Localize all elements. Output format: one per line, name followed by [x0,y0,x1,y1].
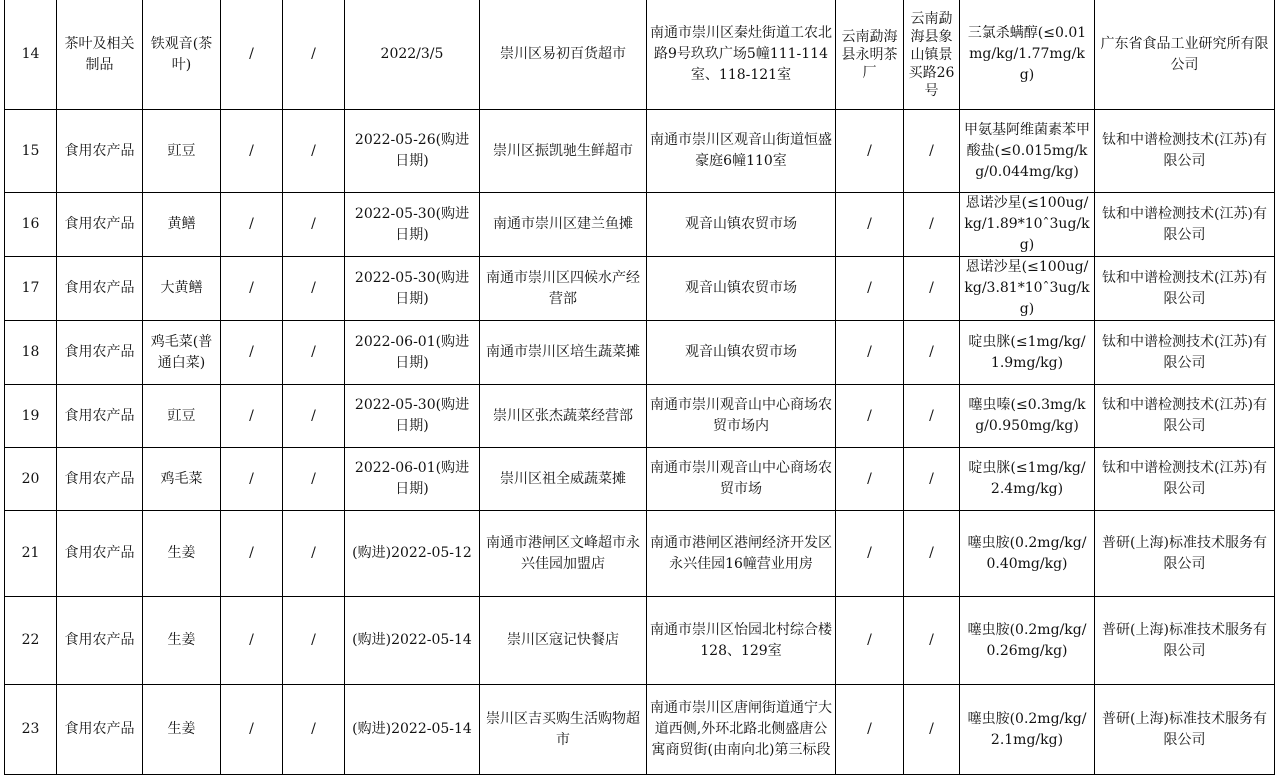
sampled-unit-address: 南通市崇川区怡园北村综合楼128、129室 [647,597,836,685]
production-date: 2022-06-01(购进日期) [345,321,480,385]
table-row [5,448,1275,511]
manufacturer-name: / [836,685,904,775]
cell-col4: / [221,597,283,685]
manufacturer-address: / [904,685,960,775]
product-name: 大黄鳝 [143,257,221,321]
cell-col5: / [283,110,345,193]
production-date: (购进)2022-05-12 [345,511,480,597]
row-number: 22 [5,597,57,685]
inspection-results-table [4,0,1275,775]
food-category: 食用农产品 [57,110,143,193]
cell-col5: / [283,321,345,385]
manufacturer-name: / [836,448,904,511]
row-number: 19 [5,385,57,448]
manufacturer-name: / [836,110,904,193]
cell-col4: / [221,685,283,775]
production-date: 2022-06-01(购进日期) [345,448,480,511]
manufacturer-name: 云南勐海县永明茶厂 [836,0,904,110]
failed-test-item: 恩诺沙星(≤100ug/kg/1.89*10ˆ3ug/kg) [960,193,1095,257]
cell-col5: / [283,448,345,511]
sampled-unit: 崇川区吉买购生活购物超市 [480,685,647,775]
cell-col4: / [221,321,283,385]
testing-agency: 广东省食品工业研究所有限公司 [1095,0,1275,110]
cell-col4: / [221,110,283,193]
production-date: 2022-05-30(购进日期) [345,193,480,257]
failed-test-item: 甲氨基阿维菌素苯甲酸盐(≤0.015mg/kg/0.044mg/kg) [960,110,1095,193]
production-date: 2022/3/5 [345,0,480,110]
sampled-unit-address: 南通市崇川观音山中心商场农贸市场 [647,448,836,511]
cell-col5: / [283,385,345,448]
sampled-unit: 南通市崇川区四候水产经营部 [480,257,647,321]
cell-col4: / [221,257,283,321]
testing-agency: 普研(上海)标准技术服务有限公司 [1095,511,1275,597]
row-number: 20 [5,448,57,511]
sampled-unit-address: 南通市崇川区秦灶街道工农北路9号玖玖广场5幢111-114室、118-121室 [647,0,836,110]
row-number: 14 [5,0,57,110]
cell-col4: / [221,511,283,597]
sampled-unit-address: 南通市崇川观音山中心商场农贸市场内 [647,385,836,448]
sampled-unit: 崇川区张杰蔬菜经营部 [480,385,647,448]
manufacturer-address: / [904,511,960,597]
row-number: 23 [5,685,57,775]
production-date: 2022-05-30(购进日期) [345,257,480,321]
product-name: 铁观音(茶叶) [143,0,221,110]
sampled-unit: 崇川区振凯驰生鲜超市 [480,110,647,193]
sampled-unit: 南通市崇川区建兰鱼摊 [480,193,647,257]
food-category: 食用农产品 [57,597,143,685]
food-category: 食用农产品 [57,193,143,257]
table-row [5,0,1275,110]
failed-test-item: 啶虫脒(≤1mg/kg/2.4mg/kg) [960,448,1095,511]
product-name: 黄鳝 [143,193,221,257]
failed-test-item: 噻虫胺(0.2mg/kg/2.1mg/kg) [960,685,1095,775]
table-row [5,257,1275,321]
row-number: 16 [5,193,57,257]
production-date: (购进)2022-05-14 [345,597,480,685]
sampled-unit-address: 南通市崇川区唐闸街道通宁大道西侧,外环北路北侧盛唐公寓商贸街(由南向北)第三标段 [647,685,836,775]
manufacturer-address: / [904,193,960,257]
product-name: 鸡毛菜(普通白菜) [143,321,221,385]
sampled-unit: 崇川区祖全威蔬菜摊 [480,448,647,511]
cell-col4: / [221,385,283,448]
production-date: (购进)2022-05-14 [345,685,480,775]
testing-agency: 普研(上海)标准技术服务有限公司 [1095,597,1275,685]
table-row [5,193,1275,257]
production-date: 2022-05-30(购进日期) [345,385,480,448]
cell-col5: / [283,257,345,321]
cell-col5: / [283,0,345,110]
product-name: 豇豆 [143,385,221,448]
product-name: 生姜 [143,685,221,775]
product-name: 生姜 [143,597,221,685]
row-number: 18 [5,321,57,385]
row-number: 21 [5,511,57,597]
manufacturer-address: 云南勐海县象山镇景买路26号 [904,0,960,110]
testing-agency: 钛和中谱检测技术(江苏)有限公司 [1095,193,1275,257]
cell-col5: / [283,685,345,775]
testing-agency: 钛和中谱检测技术(江苏)有限公司 [1095,110,1275,193]
failed-test-item: 三氯杀螨醇(≤0.01mg/kg/1.77mg/kg) [960,0,1095,110]
sampled-unit-address: 观音山镇农贸市场 [647,257,836,321]
failed-test-item: 啶虫脒(≤1mg/kg/1.9mg/kg) [960,321,1095,385]
row-number: 15 [5,110,57,193]
failed-test-item: 噻虫胺(0.2mg/kg/0.40mg/kg) [960,511,1095,597]
cell-col5: / [283,511,345,597]
sampled-unit-address: 南通市崇川区观音山街道恒盛豪庭6幢110室 [647,110,836,193]
manufacturer-name: / [836,257,904,321]
table-row [5,597,1275,685]
manufacturer-name: / [836,597,904,685]
food-category: 食用农产品 [57,321,143,385]
sampled-unit: 崇川区易初百货超市 [480,0,647,110]
sampled-unit-address: 南通市港闸区港闸经济开发区永兴佳园16幢营业用房 [647,511,836,597]
row-number: 17 [5,257,57,321]
table-body [5,0,1275,775]
manufacturer-name: / [836,193,904,257]
manufacturer-address: / [904,448,960,511]
production-date: 2022-05-26(购进日期) [345,110,480,193]
food-category: 食用农产品 [57,685,143,775]
table-row [5,110,1275,193]
sampled-unit: 南通市崇川区培生蔬菜摊 [480,321,647,385]
table-row [5,685,1275,775]
manufacturer-address: / [904,321,960,385]
testing-agency: 钛和中谱检测技术(江苏)有限公司 [1095,448,1275,511]
manufacturer-name: / [836,321,904,385]
sampled-unit: 南通市港闸区文峰超市永兴佳园加盟店 [480,511,647,597]
sampled-unit-address: 观音山镇农贸市场 [647,321,836,385]
manufacturer-address: / [904,385,960,448]
manufacturer-address: / [904,597,960,685]
sampled-unit: 崇川区寇记快餐店 [480,597,647,685]
failed-test-item: 噻虫嗪(≤0.3mg/kg/0.950mg/kg) [960,385,1095,448]
failed-test-item: 恩诺沙星(≤100ug/kg/3.81*10ˆ3ug/kg) [960,257,1095,321]
testing-agency: 普研(上海)标准技术服务有限公司 [1095,685,1275,775]
food-category: 食用农产品 [57,257,143,321]
failed-test-item: 噻虫胺(0.2mg/kg/0.26mg/kg) [960,597,1095,685]
manufacturer-address: / [904,257,960,321]
product-name: 生姜 [143,511,221,597]
cell-col5: / [283,597,345,685]
cell-col4: / [221,0,283,110]
testing-agency: 钛和中谱检测技术(江苏)有限公司 [1095,257,1275,321]
cell-col4: / [221,448,283,511]
testing-agency: 钛和中谱检测技术(江苏)有限公司 [1095,385,1275,448]
table-row [5,385,1275,448]
cell-col5: / [283,193,345,257]
food-category: 食用农产品 [57,385,143,448]
cell-col4: / [221,193,283,257]
manufacturer-address: / [904,110,960,193]
food-category: 食用农产品 [57,448,143,511]
testing-agency: 钛和中谱检测技术(江苏)有限公司 [1095,321,1275,385]
product-name: 鸡毛菜 [143,448,221,511]
food-category: 食用农产品 [57,511,143,597]
manufacturer-name: / [836,511,904,597]
table-row [5,511,1275,597]
food-category: 茶叶及相关制品 [57,0,143,110]
manufacturer-name: / [836,385,904,448]
table-row [5,321,1275,385]
product-name: 豇豆 [143,110,221,193]
sampled-unit-address: 观音山镇农贸市场 [647,193,836,257]
